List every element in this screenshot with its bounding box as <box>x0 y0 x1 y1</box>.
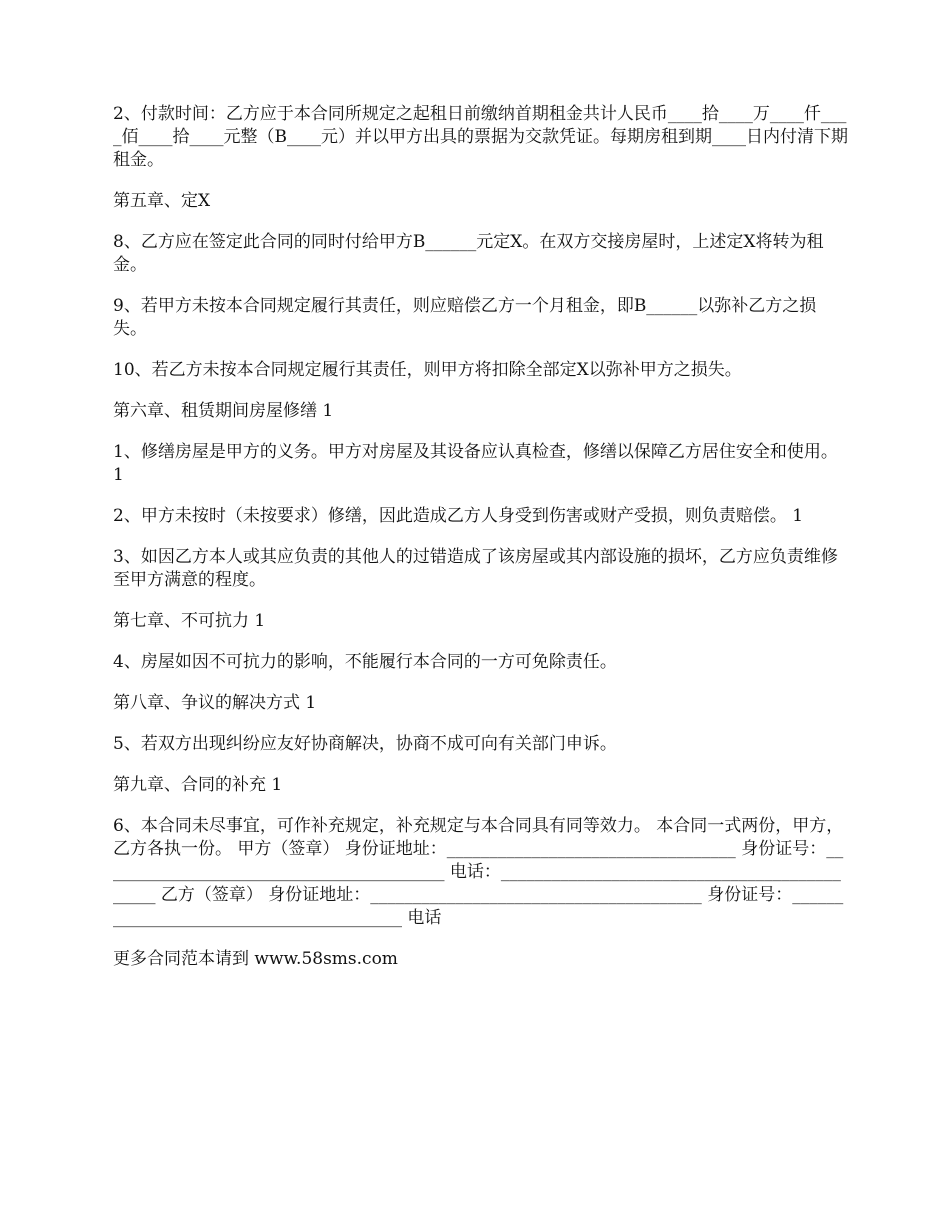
chapter-5-heading: 第五章、定X <box>113 191 211 211</box>
clause-force-majeure: 4、房屋如因不可抗力的影响，不能履行本合同的一方可免除责任。 <box>113 652 617 672</box>
clause-repair-1: 1、修缮房屋是甲方的义务。甲方对房屋及其设备应认真检查，修缮以保障乙方居住安全和使用。 1 <box>113 442 838 485</box>
clause-repair-3: 3、如因乙方本人或其应负责的其他人的过错造成了该房屋或其内部设施的损坏，乙方应负责维修至甲方满意的程度。 <box>113 547 838 590</box>
chapter-7-heading: 第七章、不可抗力 1 <box>113 611 266 631</box>
clause-10: 10、若乙方未按本合同规定履行其责任，则甲方将扣除全部定X以弥补甲方之损失。 <box>113 360 742 380</box>
chapter-8-heading: 第八章、争议的解决方式 1 <box>113 693 317 713</box>
clause-repair-2: 2、甲方未按时（未按要求）修缮，因此造成乙方人身受到伤害或财产受损，则负责赔偿。 1 <box>113 506 804 526</box>
contract-page <box>113 103 848 989</box>
clause-supplement-signatures: 6、本合同未尽事宜，可作补充规定，补充规定与本合同具有同等效力。 本合同一式两份，甲方，乙方各执一份。 甲方（签章） 身份证地址：__________________________________ 身份证号：_________________________________________ 电话：_____________________________________________ 乙方（签章） 身份证地址：_______________________________________ 身份证号：________________________________________ 电话 <box>113 816 844 928</box>
clause-8: 8、乙方应在签定此合同的同时付给甲方B______元定X。在双方交接房屋时，上述定X将转为租金。 <box>113 232 824 275</box>
footer-link-text: 更多合同范本请到 www.58sms.com <box>113 949 398 969</box>
chapter-9-heading: 第九章、合同的补充 1 <box>113 775 283 795</box>
clause-payment-time: 2、付款时间：乙方应于本合同所规定之起租日前缴纳首期租金共计人民币____拾____万____仟____佰____拾____元整（B____元）并以甲方出具的票据为交款凭证。每期房租到期____日内付清下期租金。 <box>113 104 848 170</box>
chapter-6-heading: 第六章、租赁期间房屋修缮 1 <box>113 401 334 421</box>
clause-9: 9、若甲方未按本合同规定履行其责任，则应赔偿乙方一个月租金，即B______以弥补乙方之损失。 <box>113 296 817 339</box>
clause-dispute: 5、若双方出现纠纷应友好协商解决，协商不成可向有关部门申诉。 <box>113 734 617 754</box>
